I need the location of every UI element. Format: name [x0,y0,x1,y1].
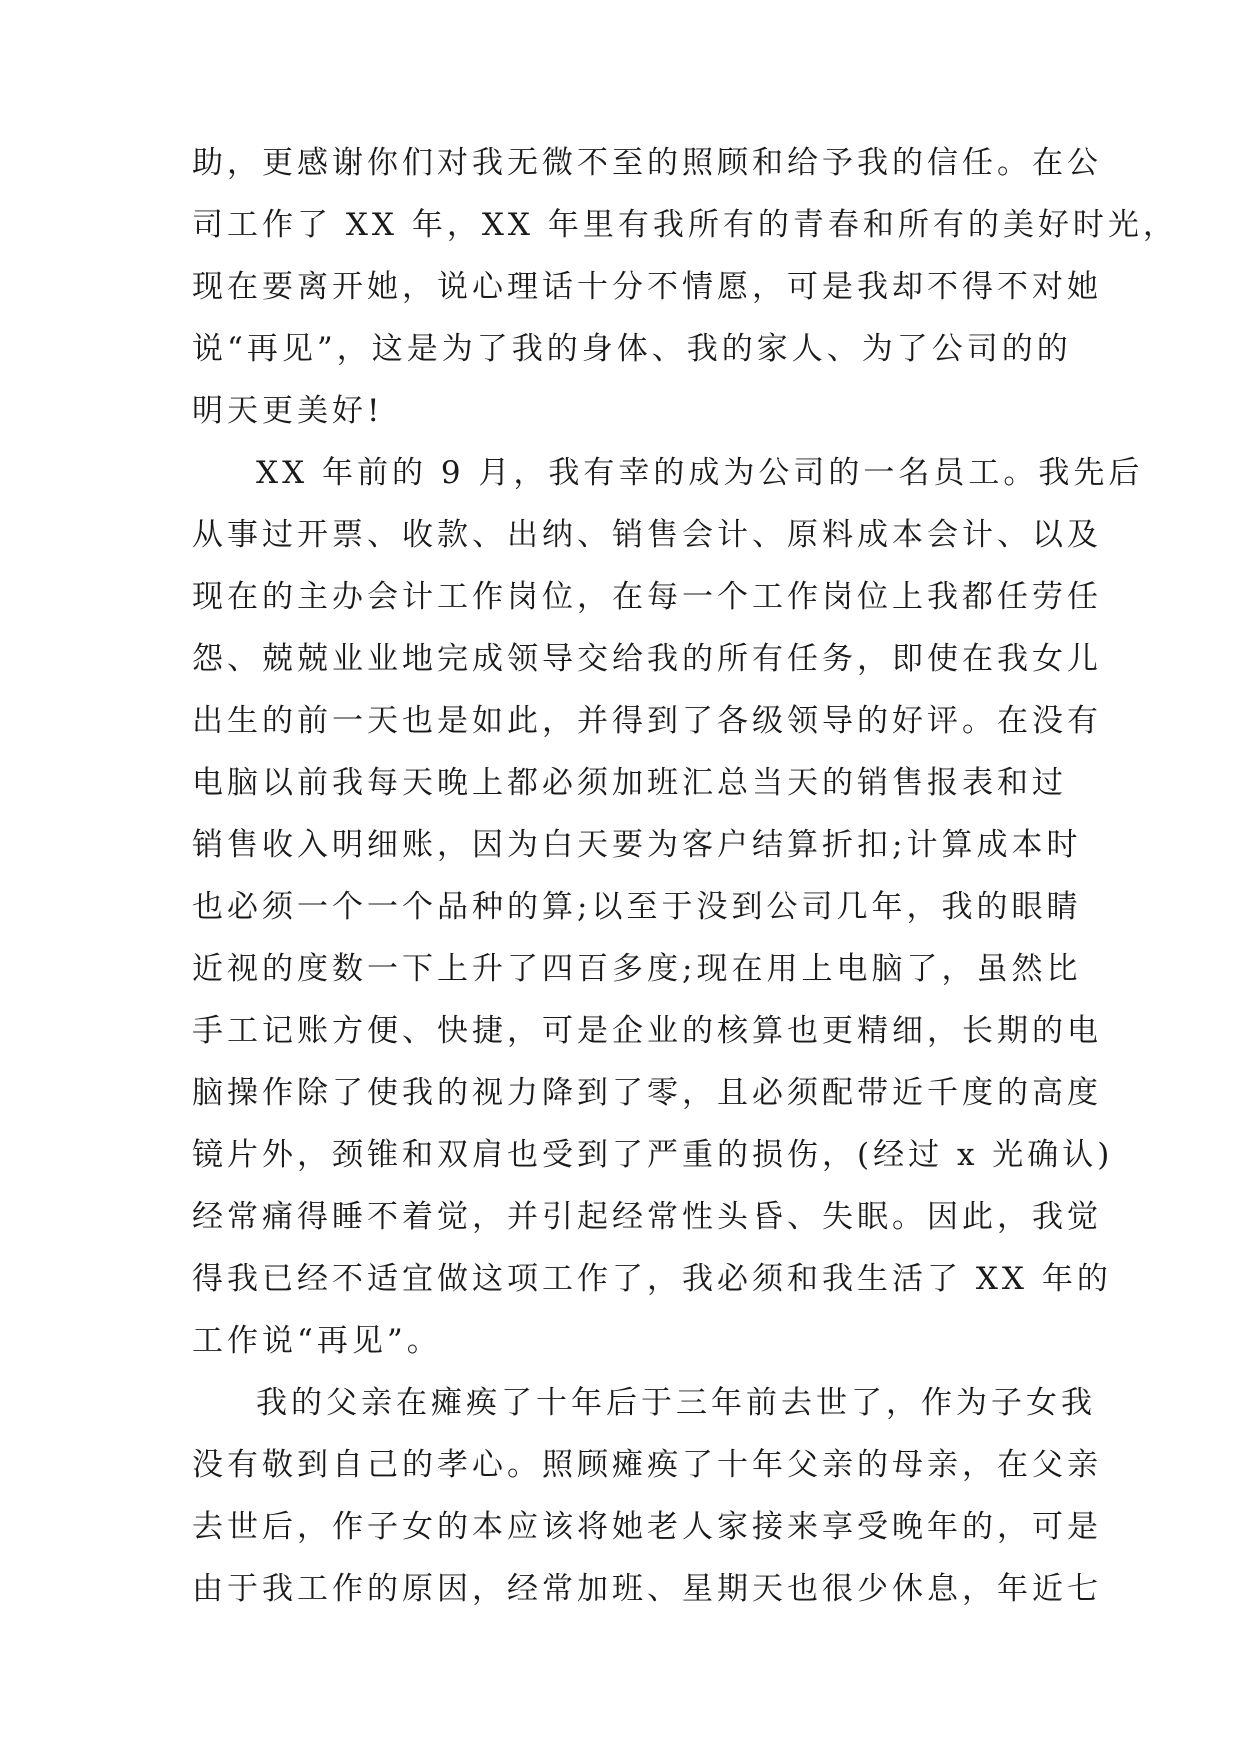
text-line: 得我已经不适宜做这项工作了，我必须和我生活了 XX 年的 [192,1261,1112,1297]
text-line: 出生的前一天也是如此，并得到了各级领导的好评。在没有 [192,703,1102,739]
text-line: 说“再见”，这是为了我的身体、我的家人、为了公司的的 [192,331,1072,367]
paragraph-3 [192,1372,1102,1620]
text-line: 电脑以前我每天晚上都必须加班汇总当天的销售报表和过 [192,765,1067,801]
text-line: 我的父亲在瘫痪了十年后于三年前去世了，作为子女我 [256,1385,1096,1421]
text-line: 近视的度数一下上升了四百多度;现在用上电脑了，虽然比 [192,951,1082,987]
text-line: 从事过开票、收款、出纳、销售会计、原料成本会计、以及 [192,517,1102,553]
text-line: 现在的主办会计工作岗位，在每一个工作岗位上我都任劳任 [192,579,1102,615]
text-line: 现在要离开她，说心理话十分不情愿，可是我却不得不对她 [192,269,1102,305]
text-line: 脑操作除了使我的视力降到了零，且必须配带近千度的高度 [192,1075,1102,1111]
document-body [192,132,1178,1620]
text-line: 销售收入明细账，因为白天要为客户结算折扣;计算成本时 [192,827,1082,863]
text-line: 明天更美好! [192,393,384,429]
text-line: 手工记账方便、快捷，可是企业的核算也更精细，长期的电 [192,1013,1102,1049]
text-line: XX 年前的 9 月，我有幸的成为公司的一名员工。我先后 [256,455,1144,491]
text-line: 没有敬到自己的孝心。照顾瘫痪了十年父亲的母亲，在父亲 [192,1447,1102,1483]
text-line: 也必须一个一个品种的算;以至于没到公司几年，我的眼睛 [192,889,1082,925]
text-line: 怨、兢兢业业地完成领导交给我的所有任务，即使在我女儿 [192,641,1102,677]
text-line: 助，更感谢你们对我无微不至的照顾和给予我的信任。在公 [192,145,1102,181]
text-line: 工作说“再见”。 [192,1323,442,1359]
text-line: 镜片外，颈锥和双肩也受到了严重的损伤，(经过 x 光确认) [192,1137,1114,1173]
text-line: 司工作了 XX 年，XX 年里有我所有的青春和所有的美好时光， [192,207,1178,243]
text-line: 经常痛得睡不着觉，并引起经常性头昏、失眠。因此，我觉 [192,1199,1102,1235]
paragraph-2 [192,442,1144,1372]
text-line: 由于我工作的原因，经常加班、星期天也很少休息，年近七 [192,1571,1102,1607]
paragraph-1 [192,132,1178,442]
text-line: 去世后，作子女的本应该将她老人家接来享受晚年的，可是 [192,1509,1102,1545]
